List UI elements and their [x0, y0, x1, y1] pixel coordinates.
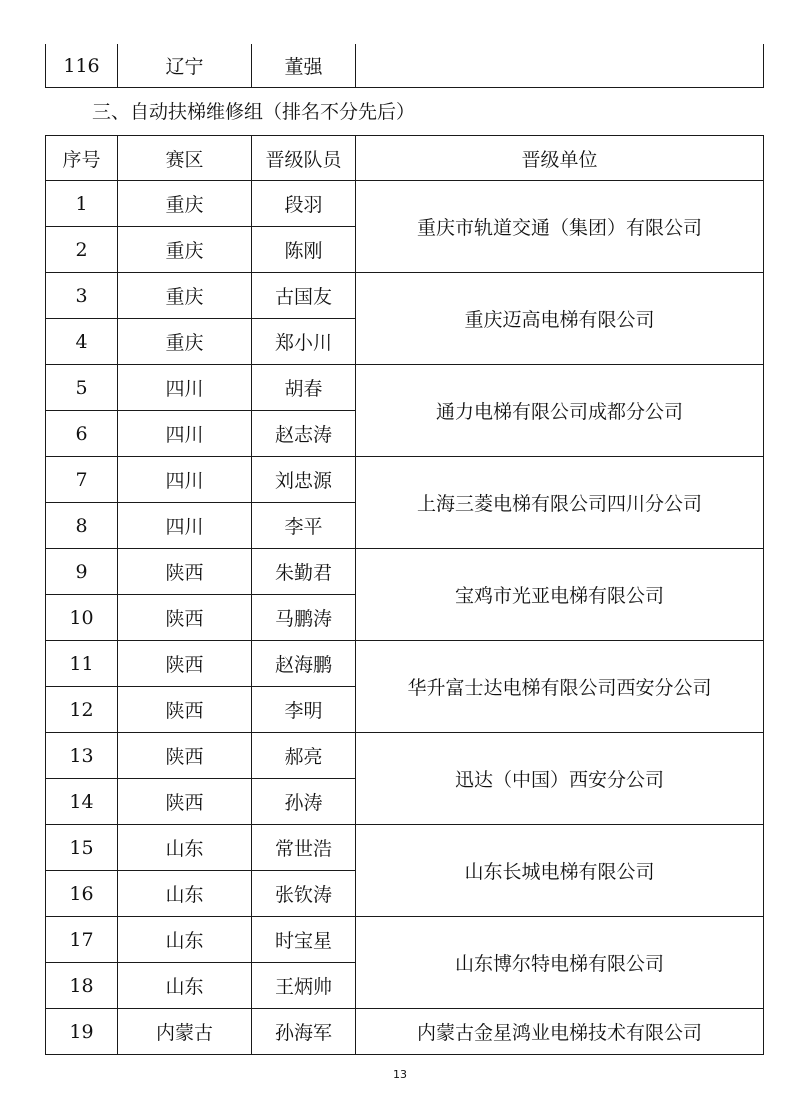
cell-unit: 宝鸡市光亚电梯有限公司	[356, 549, 764, 641]
cell-region: 陕西	[118, 687, 252, 733]
cell-no: 9	[46, 549, 118, 595]
cell-region: 山东	[118, 917, 252, 963]
cell-no: 4	[46, 319, 118, 365]
escalator-team-table	[45, 135, 764, 1055]
cell-member: 孙涛	[252, 779, 356, 825]
table-row	[46, 365, 764, 411]
cell-no: 19	[46, 1009, 118, 1055]
table-row	[46, 457, 764, 503]
cell-region: 重庆	[118, 181, 252, 227]
cell-member: 马鹏涛	[252, 595, 356, 641]
cell-member: 常世浩	[252, 825, 356, 871]
cell-no: 16	[46, 871, 118, 917]
cell-unit: 重庆市轨道交通（集团）有限公司	[356, 181, 764, 273]
cell-region: 山东	[118, 963, 252, 1009]
cell-member: 王炳帅	[252, 963, 356, 1009]
cell-no: 7	[46, 457, 118, 503]
cell-unit: 华升富士达电梯有限公司西安分公司	[356, 641, 764, 733]
cell-member: 郑小川	[252, 319, 356, 365]
cell-region: 陕西	[118, 733, 252, 779]
cell-member: 董强	[252, 44, 356, 88]
page-number: 13	[393, 1068, 407, 1081]
cell-region: 陕西	[118, 779, 252, 825]
cell-no: 14	[46, 779, 118, 825]
cell-unit	[356, 44, 764, 88]
cell-no: 3	[46, 273, 118, 319]
table-row	[46, 641, 764, 687]
cell-member: 朱勤君	[252, 549, 356, 595]
table-row	[46, 549, 764, 595]
table-row	[46, 1009, 764, 1055]
cell-unit: 山东博尔特电梯有限公司	[356, 917, 764, 1009]
cell-no: 12	[46, 687, 118, 733]
cell-region: 重庆	[118, 319, 252, 365]
cell-no: 8	[46, 503, 118, 549]
cell-region: 重庆	[118, 227, 252, 273]
cell-region: 山东	[118, 825, 252, 871]
table-row	[46, 917, 764, 963]
cell-no: 5	[46, 365, 118, 411]
header-member: 晋级队员	[252, 136, 356, 181]
cell-member: 郝亮	[252, 733, 356, 779]
table-row	[46, 273, 764, 319]
cell-region: 四川	[118, 411, 252, 457]
header-no: 序号	[46, 136, 118, 181]
cell-no: 11	[46, 641, 118, 687]
cell-region: 内蒙古	[118, 1009, 252, 1055]
cell-no: 18	[46, 963, 118, 1009]
section-heading: 三、自动扶梯维修组（排名不分先后）	[92, 101, 416, 123]
cell-unit: 重庆迈高电梯有限公司	[356, 273, 764, 365]
cell-region: 山东	[118, 871, 252, 917]
table-row	[46, 733, 764, 779]
table-row	[46, 825, 764, 871]
cell-no: 10	[46, 595, 118, 641]
header-unit: 晋级单位	[356, 136, 764, 181]
cell-member: 刘忠源	[252, 457, 356, 503]
cell-region: 辽宁	[118, 44, 252, 88]
cell-member: 张钦涛	[252, 871, 356, 917]
cell-unit: 上海三菱电梯有限公司四川分公司	[356, 457, 764, 549]
table-header-row	[46, 136, 764, 181]
cell-region: 陕西	[118, 641, 252, 687]
cell-member: 孙海军	[252, 1009, 356, 1055]
cell-member: 胡春	[252, 365, 356, 411]
cell-region: 四川	[118, 365, 252, 411]
cell-unit: 迅达（中国）西安分公司	[356, 733, 764, 825]
cell-member: 赵海鹏	[252, 641, 356, 687]
previous-table	[45, 44, 764, 88]
cell-no: 116	[46, 44, 118, 88]
cell-member: 赵志涛	[252, 411, 356, 457]
cell-region: 四川	[118, 503, 252, 549]
cell-region: 四川	[118, 457, 252, 503]
cell-unit: 通力电梯有限公司成都分公司	[356, 365, 764, 457]
cell-no: 1	[46, 181, 118, 227]
cell-no: 13	[46, 733, 118, 779]
cell-member: 时宝星	[252, 917, 356, 963]
cell-member: 李明	[252, 687, 356, 733]
cell-member: 古国友	[252, 273, 356, 319]
cell-region: 重庆	[118, 273, 252, 319]
cell-member: 陈刚	[252, 227, 356, 273]
cell-region: 陕西	[118, 549, 252, 595]
cell-no: 2	[46, 227, 118, 273]
table-row	[46, 44, 764, 88]
cell-member: 段羽	[252, 181, 356, 227]
cell-no: 17	[46, 917, 118, 963]
table-row	[46, 181, 764, 227]
cell-region: 陕西	[118, 595, 252, 641]
cell-unit: 内蒙古金星鸿业电梯技术有限公司	[356, 1009, 764, 1055]
cell-unit: 山东长城电梯有限公司	[356, 825, 764, 917]
cell-no: 6	[46, 411, 118, 457]
header-region: 赛区	[118, 136, 252, 181]
cell-member: 李平	[252, 503, 356, 549]
cell-no: 15	[46, 825, 118, 871]
